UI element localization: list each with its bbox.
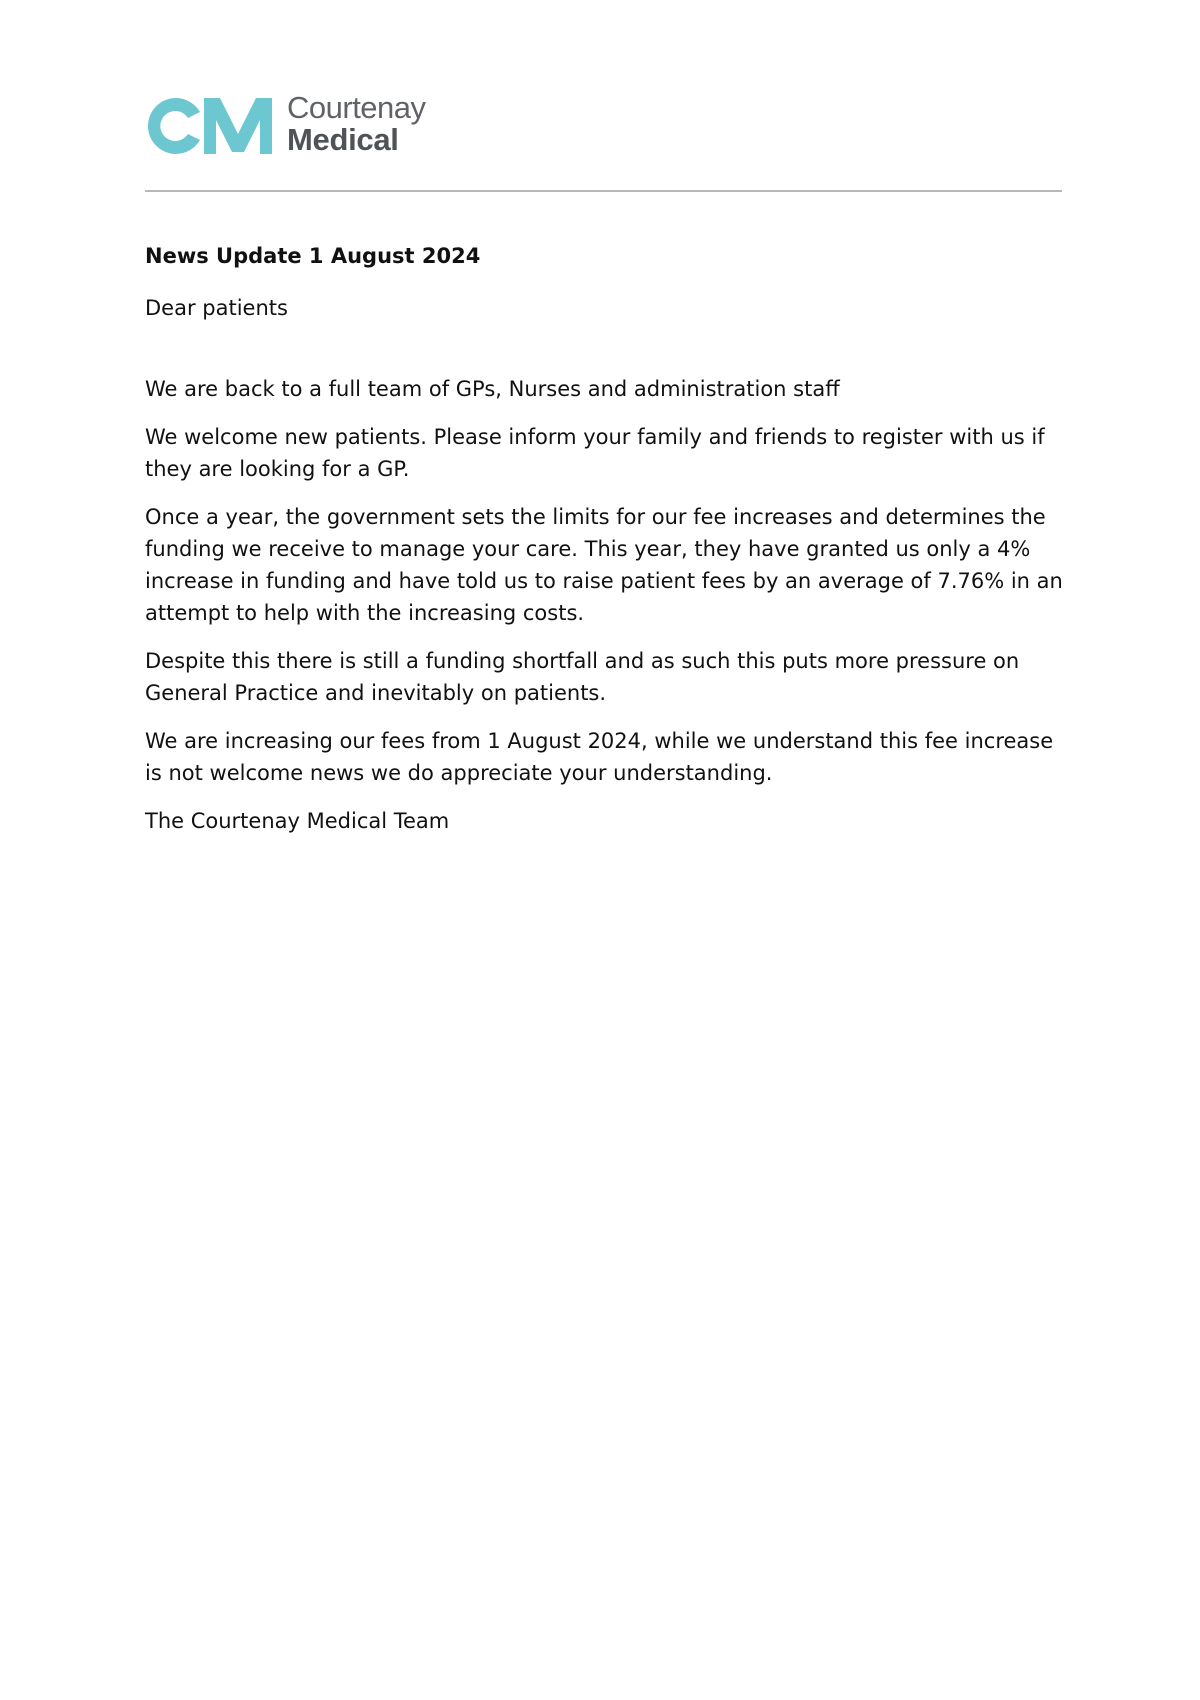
paragraph-funding: Once a year, the government sets the limits for our fee increases and determines the funding we receive to manage your care. This year, they have granted us only a 4% increase in funding and have told us to raise patient fees by an average of 7.76% in an attempt to help with the increasing costs.	[145, 505, 1063, 625]
signoff: The Courtenay Medical Team	[145, 809, 450, 833]
paragraph-team: We are back to a full team of GPs, Nurses and administration staff	[145, 377, 840, 401]
paragraph-fee-increase: We are increasing our fees from 1 August 2024, while we understand this fee increase is not welcome news we do appreciate your understanding.	[145, 729, 1054, 785]
letter-body	[145, 240, 1065, 837]
cm-logo-mark	[144, 94, 276, 158]
salutation: Dear patients	[145, 296, 288, 320]
logo-word-medical: Medical	[287, 122, 399, 157]
news-headline: News Update 1 August 2024	[145, 244, 481, 268]
logo-word-courtenay: Courtenay	[287, 90, 426, 125]
paragraph-shortfall: Despite this there is still a funding shortfall and as such this puts more pressure on General Practice and inevitably on patients.	[145, 649, 1020, 705]
paragraph-new-patients: We welcome new patients. Please inform your family and friends to register with us if they are looking for a GP.	[145, 425, 1045, 481]
logo-wordmark	[287, 92, 447, 156]
header-divider	[145, 190, 1062, 192]
courtenay-medical-logo	[144, 92, 444, 160]
